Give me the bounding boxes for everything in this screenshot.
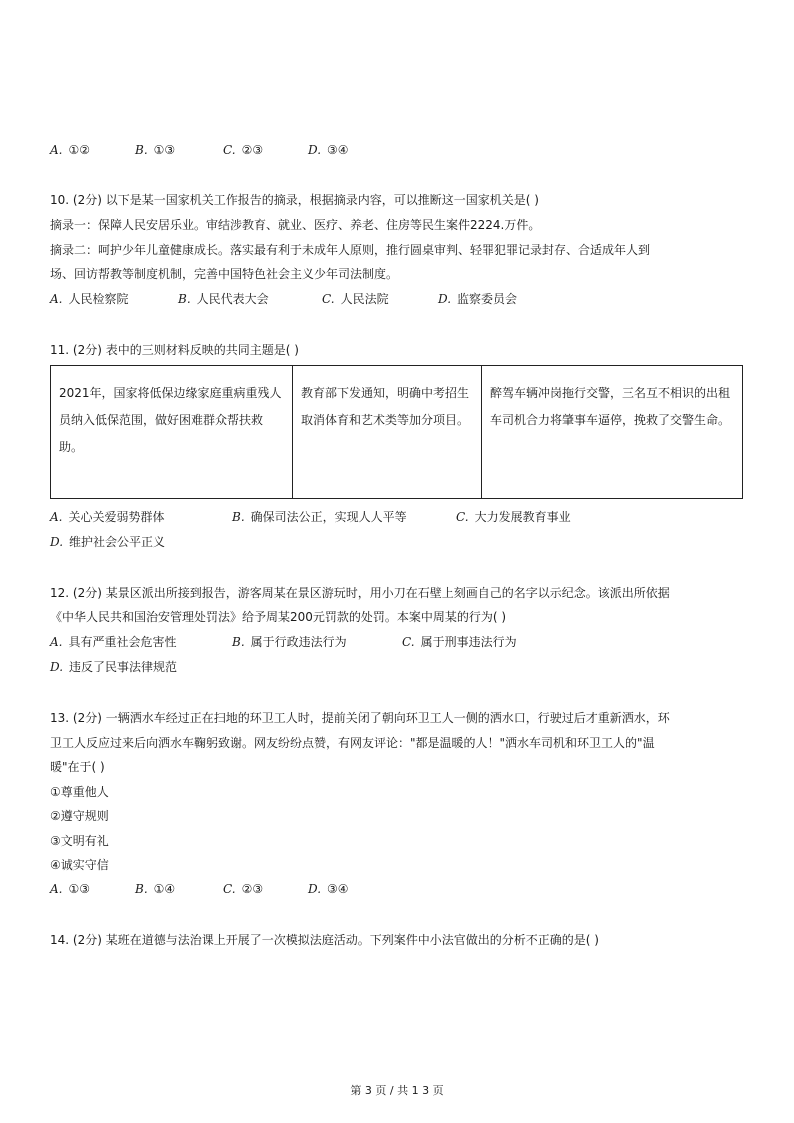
q13-item-2: ②遵守规则	[50, 809, 109, 823]
q9-option-b: B. ①③	[135, 143, 176, 157]
material-cell-3: 醉驾车辆冲岗拖行交警，三名互不相识的出租车司机合力将肇事车逼停，挽救了交警生命。	[482, 366, 743, 499]
q13-option-c: C. ②③	[223, 882, 264, 896]
q12-stem-line-1: 12. (2分) 某景区派出所接到报告，游客周某在景区游玩时，用小刀在石壁上刻画自己的名字以示纪念。该派出所依据	[50, 586, 670, 600]
q10-excerpt-2: 摘录二：呵护少年儿童健康成长。落实最有利于未成年人原则，推行圆桌审判、轻罪犯罪记录封存、合适成年人到	[50, 243, 651, 257]
q13-option-b: B. ①④	[135, 882, 176, 896]
q11-material-table	[50, 365, 743, 499]
q14-stem: 14. (2分) 某班在道德与法治课上开展了一次模拟法庭活动。下列案件中小法官做出的分析不正确的是( )	[50, 933, 599, 947]
material-cell-1: 2021年，国家将低保边缘家庭重病重残人员纳入低保范围，做好困难群众帮扶救助。	[51, 366, 293, 499]
q13-item-4: ④诚实守信	[50, 858, 109, 872]
q10-excerpt-2-cont: 场、回访帮教等制度机制，完善中国特色社会主义少年司法制度。	[50, 267, 399, 281]
q13-item-1: ①尊重他人	[50, 785, 109, 799]
q9-option-c: C. ②③	[223, 143, 264, 157]
q13-option-a: A. ①③	[50, 882, 90, 896]
q13-stem-line-3: 暖"在于( )	[50, 760, 105, 774]
q11-option-a: A. 关心关爱弱势群体	[50, 510, 165, 524]
q13-stem-line-1: 13. (2分) 一辆洒水车经过正在扫地的环卫工人时，提前关闭了朝向环卫工人一侧的洒水口，行驶过后才重新洒水，环	[50, 711, 670, 725]
page-footer: 第 3 页 / 共 1 3 页	[350, 1084, 444, 1097]
q12-option-b: B. 属于行政违法行为	[232, 635, 347, 649]
q13-option-d: D. ③④	[308, 882, 349, 896]
q12-option-c: C. 属于刑事违法行为	[402, 635, 517, 649]
q11-option-d: D. 维护社会公平正义	[50, 535, 166, 549]
q13-stem-line-2: 卫工人反应过来后向洒水车鞠躬致谢。网友纷纷点赞，有网友评论："都是温暖的人！"洒水车司机和环卫工人的"温	[50, 736, 655, 750]
q12-option-d: D. 违反了民事法律规范	[50, 660, 178, 674]
q10-option-d: D. 监察委员会	[438, 292, 518, 306]
q12-stem-line-2: 《中华人民共和国治安管理处罚法》给予周某200元罚款的处罚。本案中周某的行为( )	[50, 610, 507, 624]
q12-option-a: A. 具有严重社会危害性	[50, 635, 177, 649]
table-row	[51, 366, 743, 499]
q11-stem: 11. (2分) 表中的三则材料反映的共同主题是( )	[50, 343, 299, 357]
q10-option-b: B. 人民代表大会	[178, 292, 269, 306]
q9-option-a: A. ①②	[50, 143, 90, 157]
q10-stem: 10. (2分) 以下是某一国家机关工作报告的摘录，根据摘录内容，可以推断这一国家机关是( )	[50, 193, 539, 207]
q11-option-b: B. 确保司法公正，实现人人平等	[232, 510, 407, 524]
q9-option-d: D. ③④	[308, 143, 349, 157]
material-cell-2: 教育部下发通知，明确中考招生取消体育和艺术类等加分项目。	[293, 366, 482, 499]
q10-option-a: A. 人民检察院	[50, 292, 129, 306]
q11-option-c: C. 大力发展教育事业	[456, 510, 571, 524]
q10-excerpt-1: 摘录一：保障人民安居乐业。审结涉教育、就业、医疗、养老、住房等民生案件2224.万件。	[50, 218, 541, 232]
q13-item-3: ③文明有礼	[50, 834, 109, 848]
q10-option-c: C. 人民法院	[322, 292, 389, 306]
